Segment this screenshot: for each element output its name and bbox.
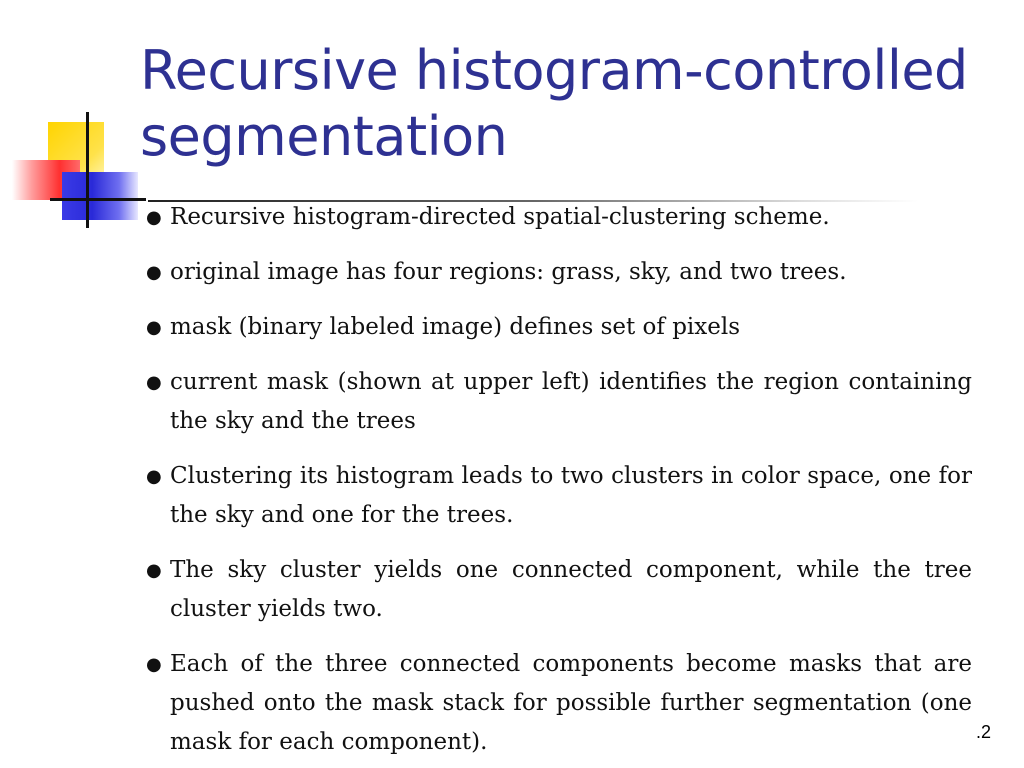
bullet-dot-icon: ● [146,372,162,393]
logo-horizontal-line [50,198,146,201]
bullet-item [146,645,972,762]
bullet-text: Recursive histogram-directed spatial-clustering scheme. [170,204,830,230]
decorative-logo [0,0,160,240]
bullet-item [146,363,972,441]
logo-blue-bar [62,172,138,220]
bullet-item [146,253,972,292]
bullet-text: Each of the three connected components become masks that are pushed onto the mask stack for possible further segmentation (one mask for each component). [170,651,972,755]
bullet-item [146,551,972,629]
bullet-text: mask (binary labeled image) defines set of pixels [170,314,741,340]
bullet-dot-icon: ● [146,207,162,228]
bullet-dot-icon: ● [146,317,162,338]
logo-vertical-line [86,112,89,228]
bullet-dot-icon: ● [146,560,162,581]
bullet-dot-icon: ● [146,262,162,283]
bullet-list [146,198,972,762]
page-number: .2 [976,722,992,742]
bullet-dot-icon: ● [146,654,162,675]
slide-title: Recursive histogram-controlled segmentation [140,39,968,168]
bullet-text: original image has four regions: grass, sky, and two trees. [170,259,847,285]
bullet-text: The sky cluster yields one connected component, while the tree cluster yields two. [170,557,972,622]
bullet-item [146,198,972,237]
bullet-item [146,457,972,535]
slide-content [146,198,972,768]
bullet-text: Clustering its histogram leads to two clusters in color space, one for the sky and one for the trees. [170,463,972,528]
bullet-text: current mask (shown at upper left) identifies the region containing the sky and the trees [170,369,972,434]
bullet-item [146,308,972,347]
bullet-dot-icon: ● [146,466,162,487]
